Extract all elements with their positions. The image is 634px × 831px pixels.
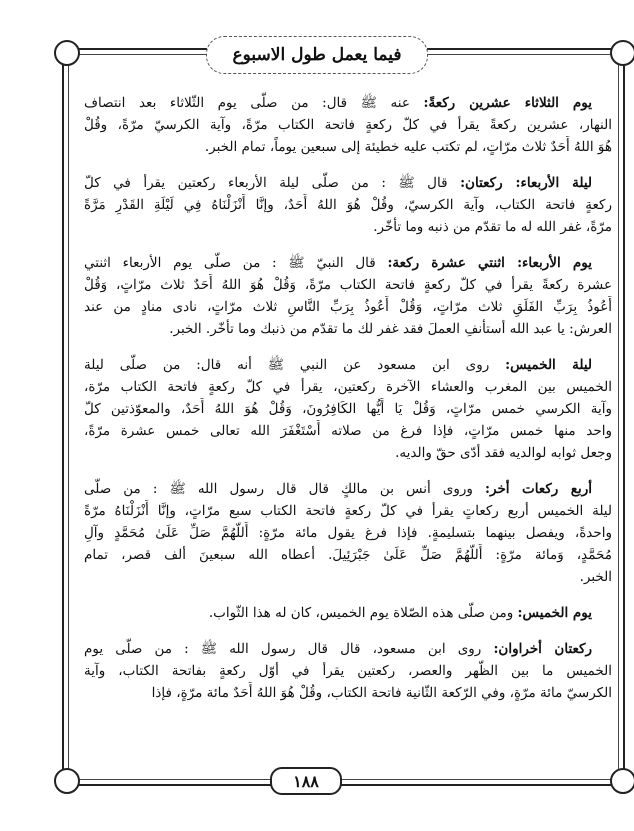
text-line bbox=[84, 274, 612, 296]
paragraph bbox=[84, 638, 612, 704]
section-heading: ركعتان أخراوان: bbox=[493, 641, 592, 657]
section-heading: أربع ركعات أخر: bbox=[485, 481, 592, 497]
text-line bbox=[84, 660, 612, 682]
line-text: روى ابن مسعود، قال قال رسول الله ﷺ : من صلّى يوم bbox=[84, 641, 494, 657]
text-line bbox=[84, 602, 612, 624]
line-text: الخميس ما بين الظّهر والعصر، ركعتين يقرأ في أوّل ركعةٍ بفاتحة الكتاب، وآية bbox=[84, 663, 612, 679]
line-text: روى ابن مسعود عن النبي ﷺ أنه قال: من صلّى ليلة bbox=[84, 357, 506, 373]
corner-ornament-icon bbox=[610, 40, 634, 66]
line-text: وجعل ثوابه لوالديه فقد أدّى حقّ والديه. bbox=[395, 445, 612, 461]
line-text: وروى أنس بن مالكٍ قال قال رسول الله ﷺ : من صلّى bbox=[84, 481, 486, 497]
text-line bbox=[84, 296, 612, 318]
section-heading: ليلة الأربعاء: ركعتان: bbox=[460, 175, 593, 191]
line-text: ركعةٍ فاتحة الكتاب، وآية الكرسيّ، وقُلْ هُوَ اللهُ أَحَدٌ، وإنَّا أَنْزَلْنَاهُ فِي لَيْلَةِ القَدْرِ مَرَّةً bbox=[84, 197, 612, 213]
text-line bbox=[84, 544, 612, 566]
text-line bbox=[84, 318, 612, 340]
paragraph bbox=[84, 252, 612, 340]
line-text: عنه ﷺ قال: من صلّى يوم الثّلاثاء بعد انتصاف bbox=[84, 95, 424, 111]
text-line bbox=[84, 638, 612, 660]
text-line bbox=[84, 500, 612, 522]
text-line bbox=[84, 566, 612, 588]
corner-ornament-icon bbox=[54, 768, 80, 794]
text-line bbox=[84, 194, 612, 216]
corner-ornament-icon bbox=[610, 768, 634, 794]
text-line bbox=[84, 354, 612, 376]
text-line bbox=[84, 252, 612, 274]
paragraph bbox=[84, 92, 612, 158]
text-line bbox=[84, 420, 612, 442]
paragraph bbox=[84, 602, 612, 624]
section-heading: يوم الثلاثاء عشرين ركعةً: bbox=[423, 95, 593, 111]
line-text: الخميس بين المغرب والعشاء الآخرة ركعتين، يقرأ في كلّ ركعةٍ فاتحة الكتاب مرّة، bbox=[84, 379, 612, 395]
text-line bbox=[84, 172, 612, 194]
running-header: فيما يعمل طول الاسبوع bbox=[206, 36, 428, 74]
text-line bbox=[84, 92, 612, 114]
line-text: مرّةً، غفر الله له ما تقدّم من ذنبه وما تأخّر. bbox=[373, 219, 612, 235]
line-text: وآية الكرسي خمس مرّاتٍ، وَقُلْ يَا أَيُّها الكَافِرُونَ، وَقُلْ هُوَ اللهُ أَحَدٌ، والمعوّذتين كلّ bbox=[84, 401, 612, 417]
line-text: مُحَمَّدٍ، وَمائة مرّةٍ: أَللَّهُمَّ صَلِّ عَلَىٰ جَبْرَئِيلَ. أعطاه الله سبعينَ ألف قصر، تمام bbox=[84, 547, 612, 563]
paragraph bbox=[84, 354, 612, 464]
page-number: ١٨٨ bbox=[270, 767, 342, 795]
text-line bbox=[84, 682, 612, 704]
line-text: قال النبيّ ﷺ : من صلّى يوم الأربعاء اثنتي bbox=[84, 255, 388, 271]
line-text: النهار، عشرين ركعةً يقرأ في كلّ ركعةٍ فاتحة الكتاب مرّةً، وآية الكرسيّ مرّةً، وقُلْ bbox=[84, 117, 612, 133]
text-line bbox=[84, 136, 612, 158]
text-line bbox=[84, 522, 612, 544]
line-text: هُوَ اللهُ أَحَدٌ ثلاث مرّاتٍ، لم تكتب عليه خطيئة إلى سبعين يوماً، تمام الخبر. bbox=[204, 139, 612, 155]
section-heading: يوم الخميس: bbox=[517, 605, 592, 621]
line-text: عشرة ركعةً يقرأ في كلّ ركعةٍ فاتحة الكتاب مرّةً، وَقُلْ هُوَ اللهُ أَحَدٌ ثلاث مرّاتٍ، وَقُلْ bbox=[84, 277, 612, 293]
text-line bbox=[84, 376, 612, 398]
paragraph bbox=[84, 478, 612, 588]
text-line bbox=[84, 398, 612, 420]
line-text: أَعُوذُ بِرَبِّ الفَلَقِ ثلاث مرّاتٍ، وَقُلْ أَعُوذُ بِرَبِّ النَّاسِ ثلاث مرّاتٍ، نادى منادٍ من عند bbox=[84, 299, 612, 315]
line-text: الخبر. bbox=[579, 569, 612, 585]
corner-ornament-icon bbox=[54, 40, 80, 66]
line-text: ليلة الخميس أربع ركعاتٍ يقرأ في كلّ ركعةٍ فاتحة الكتاب سبع مرّاتٍ، وإنَّا أَنْزَلْنَاهُ مرّةً bbox=[84, 503, 612, 519]
section-heading: ليلة الخميس: bbox=[505, 357, 593, 373]
line-text: واحدةً، ويفصل بينهما بتسليمةٍ. فإذا فرغ يقول مائة مرّةٍ: أَللَّهُمَّ صَلِّ عَلَىٰ مُحَمَّدٍ وآلِ bbox=[84, 525, 612, 541]
text-line bbox=[84, 216, 612, 238]
section-heading: يوم الأربعاء: اثنتي عشرة ركعة: bbox=[387, 255, 592, 271]
body-text bbox=[84, 92, 612, 718]
line-text: ومن صلّى هذه الصّلاة يوم الخميس، كان له هذا الثّواب. bbox=[208, 605, 518, 621]
line-text: الكرسيّ مائة مرّةٍ، وفي الرّكعة الثّانية فاتحة الكتاب، وقُلْ هُوَ اللهُ أَحَدٌ مائة مرّةٍ، فإذا bbox=[151, 685, 612, 701]
paragraph bbox=[84, 172, 612, 238]
line-text: العرش: يا عبد الله أستأنفِ العملَ فقد غفر لك ما تقدّم من ذنبك وما تأخّر. الخبر. bbox=[169, 321, 612, 337]
text-line bbox=[84, 478, 612, 500]
text-line bbox=[84, 442, 612, 464]
line-text: واحد منها خمس مرّاتٍ، فإذا فرغ من صلاته أَسْتَغْفَرَ الله تعالى خمس عشرة مرّةً، bbox=[84, 423, 612, 439]
line-text: قال ﷺ : من صلّى ليلة الأربعاء ركعتين يقرأ في كلّ bbox=[84, 175, 461, 191]
text-line bbox=[84, 114, 612, 136]
